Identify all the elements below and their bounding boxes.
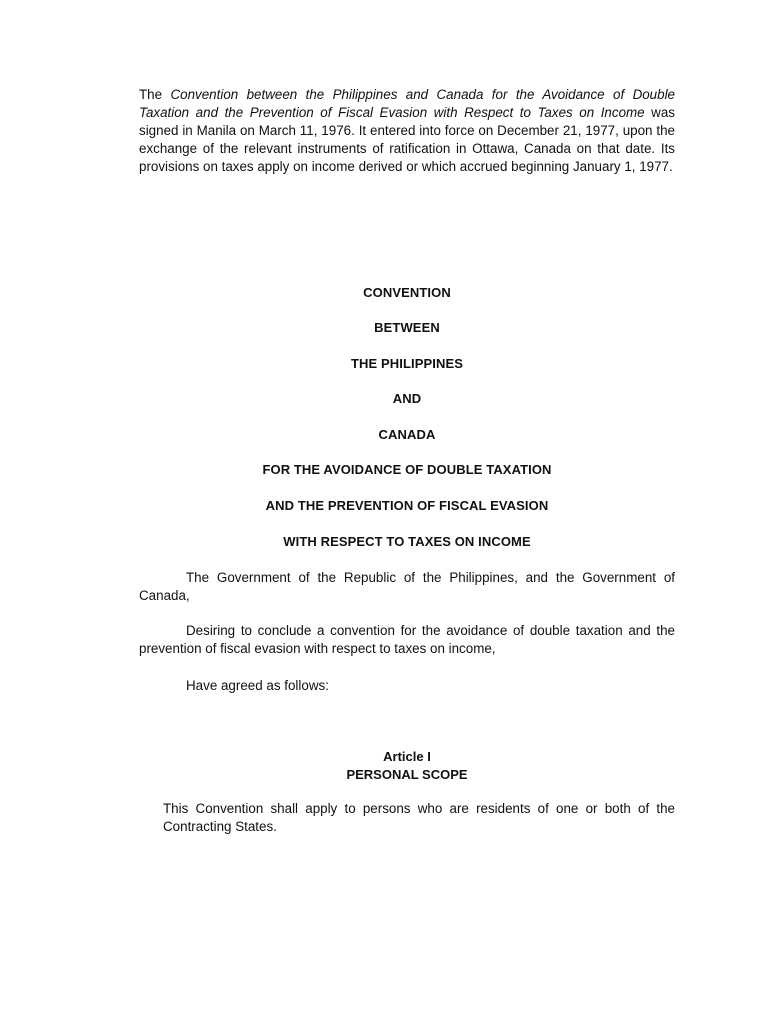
- article-title: PERSONAL SCOPE: [346, 767, 468, 782]
- intro-paragraph: [139, 86, 675, 176]
- article-1-text: This Convention shall apply to persons who are residents of one or both of the Contracting States.: [163, 801, 675, 834]
- title-and: AND: [392, 391, 422, 406]
- article-number: Article I: [383, 749, 431, 764]
- intro-convention-title: Convention between the Philippines and Canada for the Avoidance of Double Taxation and the Prevention of Fiscal Evasion with Respect to Taxes on Income: [139, 87, 675, 120]
- preamble-agreed-text: Have agreed as follows:: [186, 678, 329, 693]
- title-prevention: AND THE PREVENTION OF FISCAL EVASION: [265, 498, 549, 513]
- preamble-agreed: [139, 677, 675, 695]
- preamble-governments-text: The Government of the Republic of the Philippines, and the Government of Canada,: [139, 570, 675, 603]
- intro-lead: The: [139, 87, 171, 102]
- preamble-desiring: [139, 622, 675, 658]
- title-between: BETWEEN: [374, 320, 440, 335]
- title-income: WITH RESPECT TO TAXES ON INCOME: [283, 534, 531, 549]
- title-canada: CANADA: [378, 427, 436, 442]
- title-avoidance: FOR THE AVOIDANCE OF DOUBLE TAXATION: [262, 462, 552, 477]
- preamble-governments: [139, 569, 675, 605]
- title-philippines: THE PHILIPPINES: [350, 356, 464, 371]
- title-convention: CONVENTION: [363, 285, 451, 300]
- intro-rest: was signed in Manila on March 11, 1976. It entered into force on December 21, 1977, upon the exchange of the relevant instruments of ratification in Ottawa, Canada on that date. Its provisions on taxes apply on income derived or which accrued beginning January 1, 1977.: [139, 105, 675, 174]
- preamble-desiring-text: Desiring to conclude a convention for the avoidance of double taxation and the prevention of fiscal evasion with respect to taxes on income,: [139, 623, 675, 656]
